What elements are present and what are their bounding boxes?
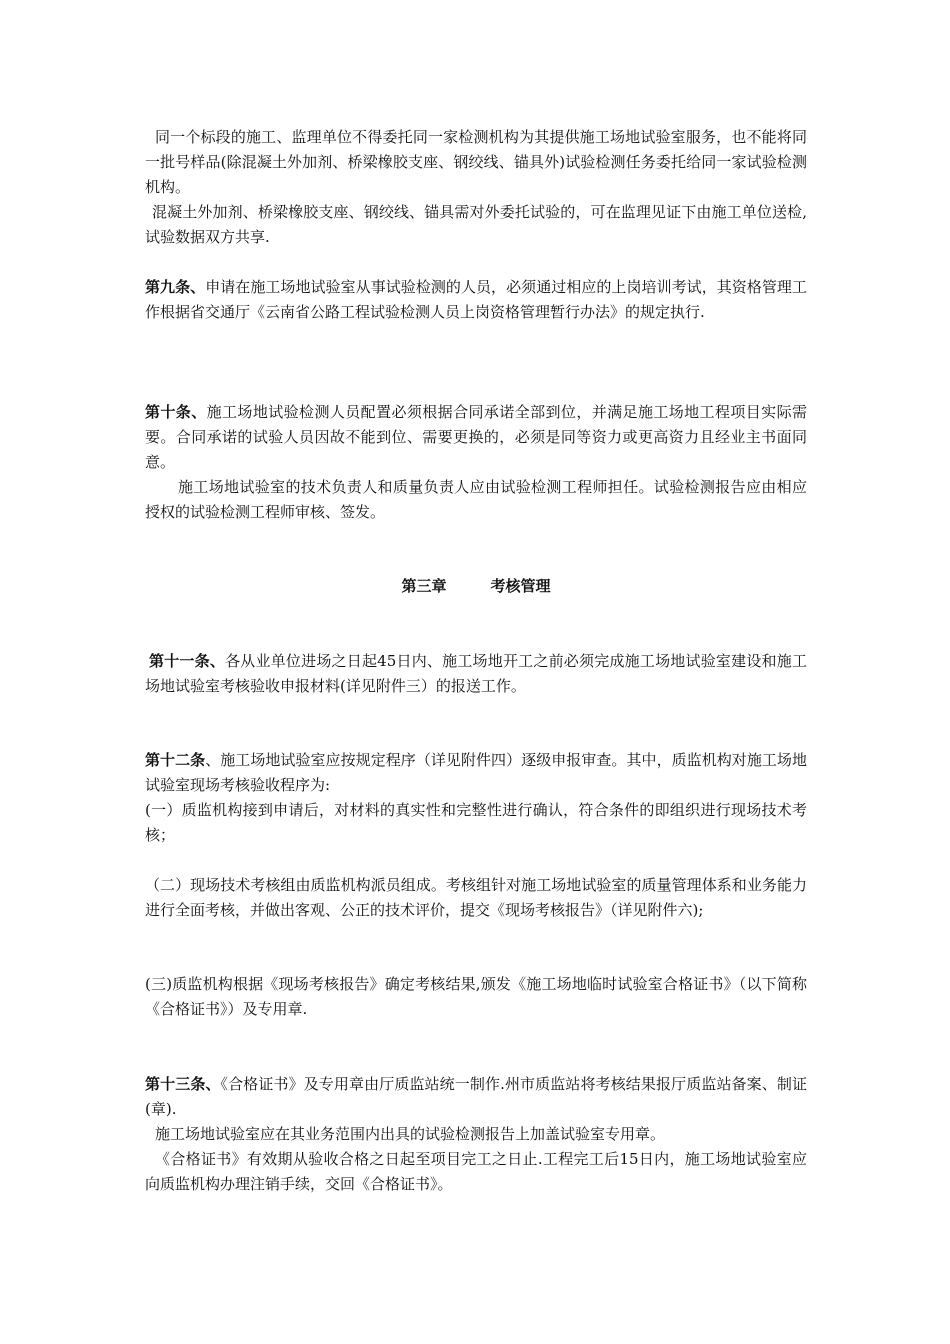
article-13 xyxy=(145,1072,807,1122)
article-text: 、施工场地试验室应按规定程序（详见附件四）逐级申报审查。其中，质监机构对施工场地试验室现场考核验收程序为: xyxy=(145,751,807,794)
article-10-paragraph-2 xyxy=(145,475,807,525)
article-text: 施工场地试验检测人员配置必须根据合同承诺全部到位，并满足施工场地工程项目实际需要。合同承诺的试验人员因故不能到位、需要更换的，必须是同等资力或更高资力且经业主书面同意。 xyxy=(145,403,807,471)
paragraph-external-testing xyxy=(145,200,807,250)
article-12 xyxy=(145,748,807,798)
article-10 xyxy=(145,400,807,475)
article-label: 第十一条、 xyxy=(149,652,226,670)
list-item-text: （二）现场技术考核组由质监机构派员组成。考核组针对施工场地试验室的质量管理体系和业务能力进行全面考核，并做出客观、公正的技术评价，提交《现场考核报告》（详见附件六); xyxy=(145,876,807,919)
article-11 xyxy=(145,649,807,699)
chapter-heading xyxy=(145,574,807,599)
article-12-item-2 xyxy=(145,873,807,923)
paragraph-text: 同一个标段的施工、监理单位不得委托同一家检测机构为其提供施工场地试验室服务，也不能将同一批号样品(除混凝土外加剂、桥梁橡胶支座、钢绞线、锚具外)试验检测任务委托给同一家试验检测机构。 xyxy=(145,128,807,196)
article-13-paragraph-2 xyxy=(145,1122,807,1147)
paragraph-text: 混凝土外加剂、桥梁橡胶支座、钢绞线、锚具需对外委托试验的，可在监理见证下由施工单位送检,试验数据双方共享. xyxy=(145,203,807,246)
paragraph-same-section-rule xyxy=(145,125,807,200)
chapter-number: 第三章 xyxy=(401,577,447,595)
list-item-text: (一）质监机构接到申请后，对材料的真实性和完整性进行确认，符合条件的即组织进行现场技术考核； xyxy=(145,801,807,844)
article-13-paragraph-3 xyxy=(145,1147,807,1197)
article-label: 第十二条 xyxy=(145,751,206,769)
article-text: 申请在施工场地试验室从事试验检测的人员，必须通过相应的上岗培训考试，其资格管理工作根据省交通厅《云南省公路工程试验检测人员上岗资格管理暂行办法》的规定执行. xyxy=(145,278,807,321)
article-label: 第十条、 xyxy=(145,403,207,421)
chapter-title: 考核管理 xyxy=(490,577,551,595)
article-12-item-1 xyxy=(145,798,807,848)
paragraph-text: 施工场地试验室应在其业务范围内出具的试验检测报告上加盖试验室专用章。 xyxy=(155,1125,666,1143)
article-9 xyxy=(145,275,807,325)
paragraph-text: 《合格证书》有效期从验收合格之日起至项目完工之日止.工程完工后15日内，施工场地试验室应向质监机构办理注销手续，交回《合格证书》。 xyxy=(145,1150,807,1193)
paragraph-text: 施工场地试验室的技术负责人和质量负责人应由试验检测工程师担任。试验检测报告应由相应授权的试验检测工程师审核、签发。 xyxy=(145,478,807,521)
article-label: 第十三条、 xyxy=(145,1075,221,1093)
article-text: 《合格证书》及专用章由厅质监站统一制作.州市质监站将考核结果报厅质监站备案、制证(章). xyxy=(145,1075,807,1118)
article-label: 第九条、 xyxy=(145,278,206,296)
article-text: 各从业单位进场之日起45日内、施工场地开工之前必须完成施工场地试验室建设和施工场地试验室考核验收申报材料(详见附件三）的报送工作。 xyxy=(145,652,807,695)
list-item-text: (三)质监机构根据《现场考核报告》确定考核结果,颁发《施工场地临时试验室合格证书》（以下简称《合格证书》）及专用章. xyxy=(145,975,807,1018)
article-12-item-3 xyxy=(145,972,807,1022)
